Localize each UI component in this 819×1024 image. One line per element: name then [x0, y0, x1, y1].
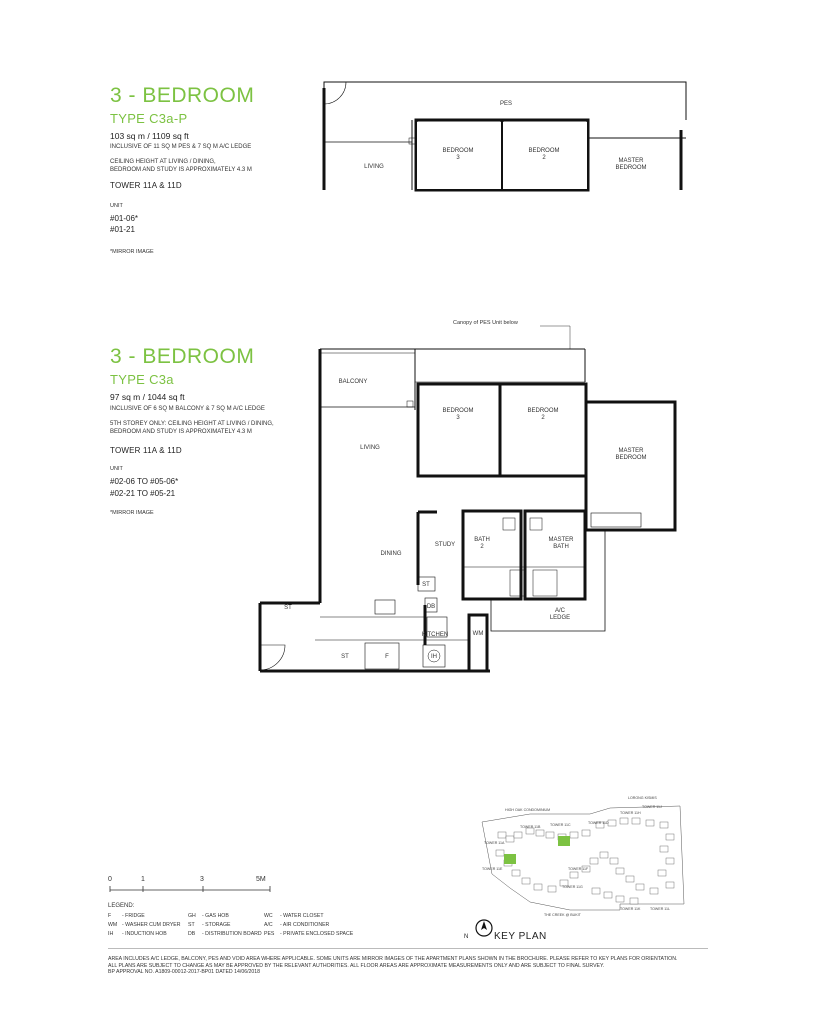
unit-b-master-bath-label: MASTER — [548, 537, 574, 543]
unit-b-inclusive: INCLUSIVE OF 6 SQ M BALCONY & 7 SQ M A/C LEDGE — [110, 406, 265, 412]
legend-abbr: WC — [264, 913, 273, 919]
legend-desc: - WATER CLOSET — [280, 913, 324, 919]
keyplan-tower-label: TOWER 11H — [620, 811, 641, 815]
legend-desc: - AIR CONDITIONER — [280, 922, 330, 928]
keyplan-tower-label: TOWER 11F — [568, 867, 589, 871]
keyplan-highlight-unit-b — [558, 836, 570, 846]
unit-b-bath2-number: 2 — [480, 544, 484, 550]
unit-b-ih-label: IH — [431, 654, 437, 660]
footer-line-2: ALL PLANS ARE SUBJECT TO CHANGE AS MAY BE APPROVED BY THE RELEVANT AUTHORITIES. ALL FLOOR AREAS ARE APPROXIMATE MEASUREMENTS ONLY AND ARE SUBJECT TO FINAL SURVEY. — [108, 962, 605, 969]
unit-b-storage-label-3: ST — [341, 654, 349, 660]
keyplan-neighbour: HIGH OAK CONDOMINIUM — [505, 808, 551, 812]
scale-tick-1: 1 — [141, 876, 145, 883]
unit-a-inclusive: INCLUSIVE OF 11 SQ M PES & 7 SQ M A/C LEDGE — [110, 144, 252, 150]
unit-a-bedroom3-number: 3 — [456, 155, 460, 161]
legend-abbr: PES — [264, 931, 275, 937]
legend-abbr: WM — [108, 922, 118, 928]
unit-b-wm-label: WM — [472, 631, 484, 637]
unit-a-type: TYPE C3a-P — [110, 111, 188, 126]
unit-b-bedroom2-label: BEDROOM — [527, 408, 559, 414]
scale-tick-5m: 5M — [256, 876, 266, 883]
north-label: N — [464, 934, 469, 940]
scale-tick-3: 3 — [200, 876, 204, 883]
unit-a-living-label: LIVING — [364, 164, 384, 170]
legend-desc: - GAS HOB — [202, 913, 229, 919]
key-plan-map — [470, 792, 695, 917]
legend — [108, 913, 370, 937]
keyplan-tower-label: TOWER 11B — [520, 825, 541, 829]
unit-b-master-label-2: BEDROOM — [615, 455, 647, 461]
legend-desc: - WASHER CUM DRYER — [122, 922, 181, 928]
unit-b-db-label: DB — [426, 604, 436, 610]
legend-desc: - DISTRIBUTION BOARD — [202, 931, 262, 937]
unit-a-tower: TOWER 11A & 11D — [110, 181, 182, 190]
unit-b-bedroom3-label: BEDROOM — [442, 408, 474, 414]
unit-a-mirror-note: *MIRROR IMAGE — [110, 249, 154, 255]
unit-a-bedroom2-number: 2 — [542, 155, 546, 161]
unit-a-unit-label: UNIT — [110, 203, 123, 209]
keyplan-tower-label: TOWER 11J — [642, 805, 662, 809]
unit-b-type: TYPE C3a — [110, 372, 174, 387]
unit-b-master-bath-label-2: BATH — [553, 544, 569, 550]
unit-b-mirror-note: *MIRROR IMAGE — [110, 510, 154, 516]
keyplan-street-top: LORONG KISMIS — [628, 796, 657, 800]
key-plan-label: KEY PLAN — [494, 931, 547, 942]
legend-desc: - STORAGE — [202, 922, 231, 928]
unit-b-floor-plan — [255, 315, 695, 680]
unit-b-living-label: LIVING — [360, 445, 380, 451]
footer-line-1: AREA INCLUDES A/C LEDGE, BALCONY, PES AND VOID AREA WHERE APPLICABLE. SOME UNITS ARE MIRROR IMAGES OF THE APARTMENT PLANS SHOWN IN THE BROCHURE. PLEASE REFER TO KEY PLANS FOR ORIENTATION. — [108, 956, 678, 962]
legend-abbr: DB — [188, 931, 196, 937]
footer-line-3: BP APPROVAL NO. A1809-00012-2017-BP01 DATED 14/06/2018 — [108, 969, 261, 975]
unit-b-storage-label: ST — [422, 582, 430, 588]
footer-divider — [108, 948, 708, 949]
unit-a-unit-1: #01-06* — [110, 214, 139, 223]
unit-b-kitchen-label: KITCHEN — [421, 632, 449, 638]
unit-b-unit-label: UNIT — [110, 466, 123, 472]
keyplan-tower-label: TOWER 11D — [588, 821, 609, 825]
legend-desc: - INDUCTION HOB — [122, 931, 167, 937]
unit-a-floor-plan — [316, 80, 696, 195]
unit-b-area: 97 sq m / 1044 sq ft — [110, 392, 185, 402]
canopy-note: Canopy of PES Unit below — [453, 320, 518, 326]
legend-abbr: A/C — [264, 922, 273, 928]
keyplan-tower-label: TOWER 11E — [482, 867, 503, 871]
keyplan-tower-label: TOWER 11A — [484, 841, 505, 845]
unit-a-bedroom2-label: BEDROOM — [528, 148, 560, 154]
unit-b-master-label: MASTER — [618, 448, 644, 454]
unit-a-area: 103 sq m / 1109 sq ft — [110, 131, 189, 141]
unit-b-unit-1: #02-06 TO #05-06* — [110, 477, 179, 486]
unit-b-balcony-label: BALCONY — [338, 379, 368, 385]
unit-b-dining-label: DINING — [380, 551, 402, 557]
scale-tick-0: 0 — [108, 876, 112, 883]
unit-a-master-label-2: BEDROOM — [615, 165, 647, 171]
unit-b-bath2-label: BATH — [474, 537, 490, 543]
legend-abbr: ST — [188, 922, 195, 928]
unit-b-fridge-label: F — [385, 654, 389, 660]
legend-abbr: F — [108, 913, 112, 919]
unit-a-title: 3 - BEDROOM — [110, 84, 255, 107]
keyplan-street-bottom: THE CREEK @ BUKIT — [544, 913, 581, 917]
legend-title: LEGEND: — [108, 903, 135, 909]
scale-bar — [108, 886, 278, 894]
footer-notes — [108, 956, 708, 976]
keyplan-tower-label: TOWER 11C — [550, 823, 571, 827]
unit-a-master-label: MASTER — [618, 158, 644, 164]
keyplan-tower-label: TOWER 11K — [620, 907, 641, 911]
unit-b-ac-ledge-label-2: LEDGE — [549, 615, 571, 621]
unit-a-ceiling-line1: CEILING HEIGHT AT LIVING / DINING, — [110, 159, 216, 165]
unit-b-storage-label-2: ST — [284, 605, 292, 611]
north-arrow-icon — [474, 918, 494, 940]
unit-b-ceiling-line2: BEDROOM AND STUDY IS APPROXIMATELY 4.3 M — [110, 429, 252, 435]
unit-a-bedroom3-label: BEDROOM — [442, 148, 474, 154]
unit-b-ac-ledge-label: A/C — [554, 608, 566, 614]
keyplan-tower-label: TOWER 11L — [650, 907, 671, 911]
keyplan-tower-label: TOWER 11G — [562, 885, 583, 889]
unit-b-unit-2: #02-21 TO #05-21 — [110, 489, 176, 498]
canopy-leader-line — [540, 326, 570, 349]
legend-abbr: GH — [188, 913, 196, 919]
unit-a-ceiling-line2: BEDROOM AND STUDY IS APPROXIMATELY 4.3 M — [110, 167, 252, 173]
legend-abbr: IH — [108, 931, 114, 937]
unit-b-tower: TOWER 11A & 11D — [110, 446, 182, 455]
unit-b-title: 3 - BEDROOM — [110, 345, 255, 368]
unit-b-bedroom3-number: 3 — [456, 415, 460, 421]
keyplan-highlight-unit-a — [504, 854, 516, 864]
unit-b-ceiling-line1: 5TH STOREY ONLY: CEILING HEIGHT AT LIVING / DINING, — [110, 421, 274, 427]
legend-desc: - FRIDGE — [122, 913, 145, 919]
unit-a-unit-2: #01-21 — [110, 225, 135, 234]
unit-b-bedroom2-number: 2 — [541, 415, 545, 421]
unit-b-study-label: STUDY — [434, 542, 456, 548]
legend-desc: - PRIVATE ENCLOSED SPACE — [280, 931, 354, 937]
unit-a-pes-label: PES — [499, 101, 513, 107]
